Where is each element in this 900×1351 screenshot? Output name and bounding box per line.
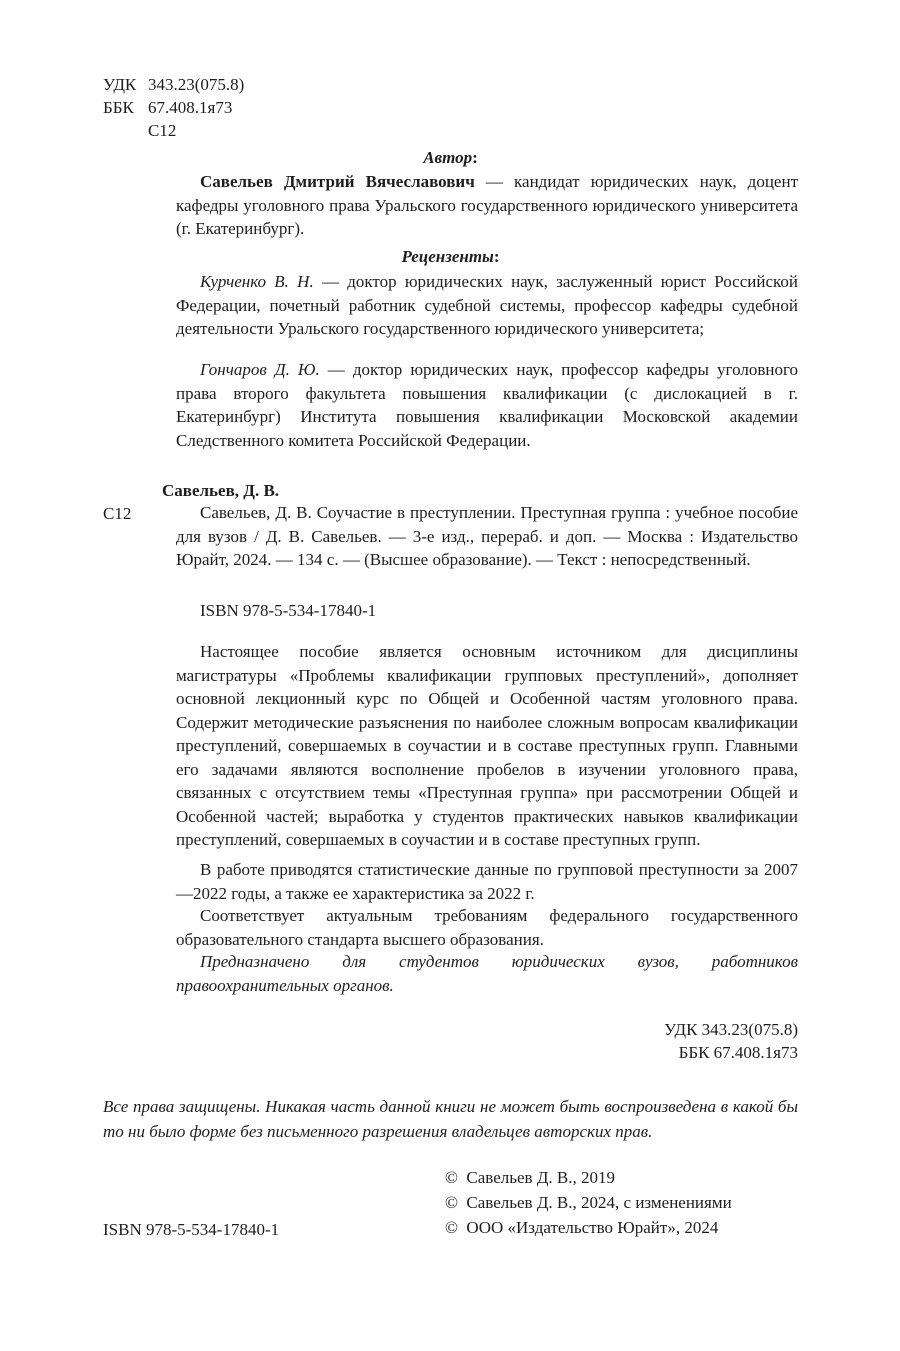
annotation-paragraph-1: Настоящее пособие является основным источником для дисциплины магистратуры «Проблемы квалификации групповых преступлений», дополняет основной лекционный курс по Общей и Особенной частям уголовного права. Содержит методические разъяснения по наиболее сложным вопросам квалификации преступлений, совершаемых в соучастии и в составе преступных групп. Главными его задачами являются восполнение пробелов в изучении уголовного права, связанных с отсутствием темы «Преступная группа» при рассмотрении Общей и Особенной частей; выработка у студентов практических навыков квалификации преступлений, совершаемых в соучастии и в составе преступных групп. [176,642,798,849]
catalog-mark: С12 [103,504,132,523]
reviewers-heading [103,247,798,267]
reviewer-1-name: Курченко В. Н. [200,272,314,291]
author-heading-text: Автор [423,148,473,167]
annotation-paragraph-3: Соответствует актуальным требованиям федерального государственного образовательного стандарта высшего образования. [176,906,798,949]
reviewer-2-name: Гончаров Д. Ю. [200,360,320,379]
reviewer-2 [176,358,798,452]
copyright-line-2 [445,1191,732,1215]
author-heading-colon: : [472,148,478,167]
copyright-symbol: © [445,1168,458,1187]
bbk-line [103,96,232,119]
copyright-line-1 [445,1166,615,1190]
udk-value: 343.23(075.8) [148,75,245,94]
annotation-paragraph-2: В работе приводятся статистические данные по групповой преступности за 2007—2022 годы, а также ее характеристика за 2022 г. [176,860,798,903]
author-mark-top: С12 [148,121,177,140]
udk-label: УДК [103,75,137,94]
bottom-bbk: ББК 67.408.1я73 [678,1043,798,1062]
reviewer-1-details: — доктор юридических наук, заслуженный юрист Российской Федерации, почетный работник судебной системы, профессор кафедры судебной деятельности Уральского государственного юридического университета; [176,272,799,338]
author-name: Савельев Дмитрий Вячеславович [200,172,475,191]
bbk-label: ББК [103,98,134,117]
copyright-text-3: ООО «Издательство Юрайт», 2024 [466,1218,719,1237]
catalog-heading-author: Савельев, Д. В. [162,481,280,500]
copyright-text-2: Савельев Д. В., 2024, с изменениями [466,1193,732,1212]
reviewers-heading-text: Рецензенты [401,247,494,266]
bottom-udk: УДК 343.23(075.8) [664,1020,798,1039]
copyright-text-1: Савельев Д. В., 2019 [466,1168,616,1187]
footer-isbn: ISBN 978-5-534-17840-1 [103,1220,280,1239]
rights-notice: Все права защищены. Никакая часть данной книги не может быть воспроизведена в какой бы то ни было форме без письменного разрешения владельцев авторских прав. [103,1097,798,1141]
author-heading [103,148,798,168]
author-description [176,170,798,241]
copyright-line-3 [445,1216,718,1240]
catalog-isbn: ISBN 978-5-534-17840-1 [200,601,377,620]
reviewer-2-details: — доктор юридических наук, профессор кафедры уголовного права второго факультета повышения квалификации (с дислокацией в г. Екатеринбург) Института повышения квалификации Московской академии Следственного комитета Российской Федерации. [176,360,798,450]
copyright-symbol: © [445,1193,458,1212]
annotation-paragraph-4: Предназначено для студентов юридических вузов, работников правоохранительных органов. [176,952,798,995]
author-details: — кандидат юридических наук, доцент кафедры уголовного права Уральского государственного юридического университета (г. Екатеринбург). [176,172,798,238]
bbk-value: 67.408.1я73 [148,98,233,117]
udk-line [103,73,244,96]
bottom-classification [664,1018,798,1064]
reviewer-1 [176,270,798,341]
catalog-description: Савельев, Д. В. Соучастие в преступлении. Преступная группа : учебное пособие для вузов / Д. В. Савельев. — 3-е изд., перераб. и доп. — Москва : Издательство Юрайт, 2024. — 134 с. — (Высшее образование). — Текст : непосредственный. [176,503,798,569]
copyright-symbol: © [445,1218,458,1237]
reviewers-heading-colon: : [493,247,500,266]
